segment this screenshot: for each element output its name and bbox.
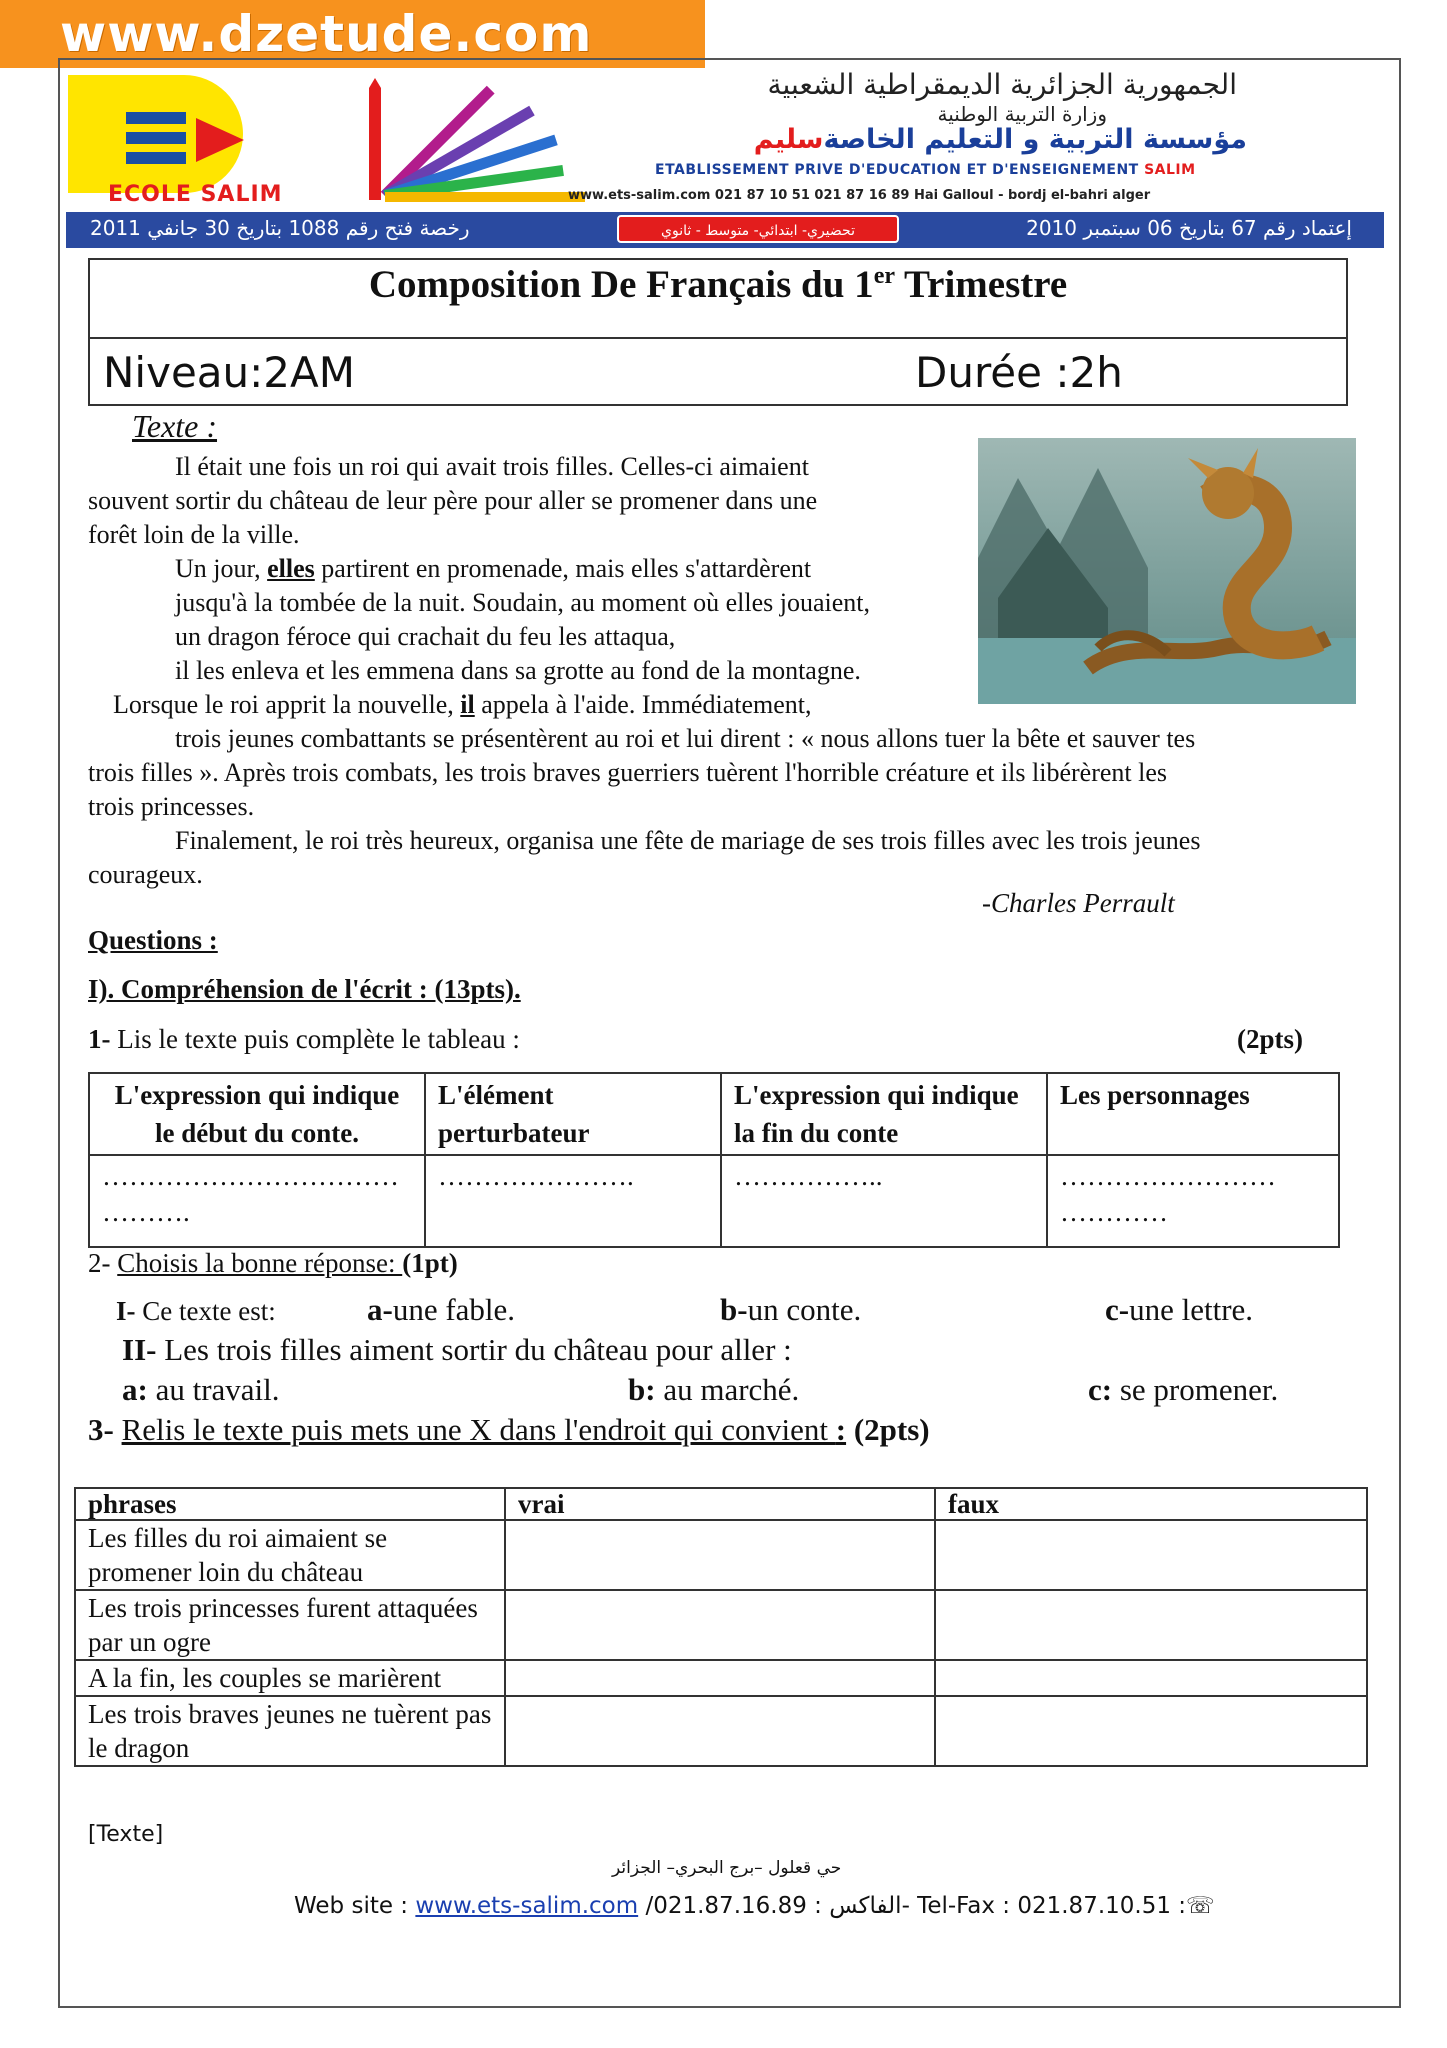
false-checkbox-cell[interactable] [935,1660,1367,1696]
text-fragment: Lorsque le roi apprit la nouvelle, [113,690,461,719]
pencils-icon [355,78,655,206]
table-cell-blank[interactable]: …………………. [425,1155,721,1247]
text-line: souvent sortir du château de leur père pour aller se promener dans une [88,486,818,515]
text-line: jusqu'à la tombée de la nuit. Soudain, au moment où elles jouaient, [175,588,870,617]
option-text: une fable. [392,1292,516,1327]
title-sup: er [873,263,895,289]
contact-line: www.ets-salim.com 021 87 10 51 021 87 16 89 Hai Galloul - bordj el-bahri alger [568,188,1151,203]
question-1 [88,1024,520,1055]
false-checkbox-cell[interactable] [935,1696,1367,1766]
title-prefix: Composition De Français du 1 [368,263,874,306]
table-cell-blank[interactable]: …………….. [721,1155,1047,1247]
text-emphasis: elles [267,554,315,583]
table-true-false [74,1487,1368,1767]
text-fragment: partirent en promenade, mais elles s'attardèrent [314,554,812,583]
table-row [75,1696,1367,1766]
table-cell-blank[interactable]: …………………………… ………. [89,1155,425,1247]
text-line: Il était une fois un roi qui avait trois filles. Celles-ci aimaient [175,452,809,481]
table-header: Les personnages [1047,1073,1339,1155]
option-promener[interactable] [1088,1372,1278,1408]
option-lettre[interactable] [1105,1292,1253,1328]
table-story-elements [88,1072,1340,1248]
q2-text: Choisis la bonne réponse: [117,1248,403,1278]
band-license: رخصة فتح رقم 1088 بتاريخ 30 جانفي 2011 [90,216,470,240]
option-text: au travail. [147,1372,280,1407]
etablissement-blue: ETABLISSEMENT PRIVE D'EDUCATION ET D'ENSEIGNEMENT [655,162,1139,178]
option-conte[interactable] [720,1292,861,1328]
table-row [75,1520,1367,1590]
text-fragment: Un jour, [175,554,268,583]
text-line: il les enleva et les emmena dans sa grotte au fond de la montagne. [175,656,861,685]
question-1-points: (2pts) [1237,1024,1303,1054]
logo-text: ECOLE SALIM [108,182,283,207]
false-checkbox-cell[interactable] [935,1590,1367,1660]
q2-part1-text: Ce texte est: [135,1296,276,1326]
statement-cell: Les trois braves jeunes ne tuèrent pas le dragon [75,1696,505,1766]
band-levels-badge: تحضيري- ابتدائي- متوسط - ثانوي [617,215,899,243]
true-checkbox-cell[interactable] [505,1590,935,1660]
option-text: une lettre. [1129,1292,1254,1327]
option-fable[interactable] [367,1292,515,1328]
option-letter: b- [720,1292,748,1327]
title-divider [88,337,1348,339]
author: -Charles Perrault [982,888,1175,918]
text-line: un dragon féroce qui crachait du feu les attaqua, [175,622,676,651]
option-text: se promener. [1112,1372,1279,1407]
footer-tag: [Texte] [88,1822,164,1847]
option-letter: c- [1105,1292,1130,1327]
footer-phone-fax: /021.87.16.89 : الفاكس- Tel-Fax : 021.87.10.51 :☏ [638,1893,1215,1919]
footer-web-label: Web site : [294,1893,416,1919]
q2-part2-text: Les trois filles aiment sortir du château pour aller : [156,1332,792,1367]
q1-text: Lis le texte puis complète le tableau : [110,1024,520,1054]
section-comprehension-heading: I). Compréhension de l'écrit : (13pts). [88,974,521,1004]
text-heading: Texte : [132,408,218,444]
duration-label: Durée :2h [915,348,1123,397]
school-logo [68,70,298,212]
false-checkbox-cell[interactable] [935,1520,1367,1590]
question-3 [88,1412,930,1448]
exam-title [88,262,1348,307]
dragon-illustration [978,438,1356,704]
option-letter: a: [122,1372,148,1407]
footer-arabic-address: حي قعلول –برج البحري– الجزائر [612,1858,842,1878]
statement-cell: Les trois princesses furent attaquées par un ogre [75,1590,505,1660]
option-marche[interactable] [628,1372,799,1408]
etablissement-red: SALIM [1144,162,1196,178]
q1-number: 1- [88,1024,111,1054]
true-checkbox-cell[interactable] [505,1660,935,1696]
statement-cell: Les filles du roi aimaient se promener loin du château [75,1520,505,1590]
text-line: courageux. [88,860,203,889]
table-cell-blank[interactable]: …………………… ………… [1047,1155,1339,1247]
text-line: forêt loin de la ville. [88,520,300,549]
q2-points: (1pt) [402,1248,458,1278]
q3-colon: : [835,1412,847,1447]
band-accreditation: إعتماد رقم 67 بتاريخ 06 سبتمبر 2010 [1026,216,1352,240]
logo-stripe [126,132,186,144]
option-text: un conte. [747,1292,862,1327]
table-header: vrai [505,1488,935,1520]
q3-number: 3- [88,1412,114,1447]
text-line: Finalement, le roi très heureux, organisa une fête de mariage de ses trois filles avec les trois jeunes [175,826,1201,855]
etablissement-line [655,162,1196,178]
table-header: L'élément perturbateur [425,1073,721,1155]
arabic-school-red: سليم [753,124,824,155]
option-letter: a- [367,1292,393,1327]
option-text: au marché. [655,1372,800,1407]
q3-text: Relis le texte puis mets une X dans l'endroit qui convient [121,1412,836,1447]
text-line [113,688,812,722]
level-label: Niveau:2AM [103,348,355,397]
question-2 [88,1248,458,1279]
q2-part1-label [116,1296,276,1327]
text-fragment: appela à l'aide. Immédiatement, [474,690,812,719]
true-checkbox-cell[interactable] [505,1696,935,1766]
text-line [175,552,811,586]
table-row [75,1660,1367,1696]
text-line: trois princesses. [88,792,255,821]
option-travail[interactable] [122,1372,280,1408]
true-checkbox-cell[interactable] [505,1520,935,1590]
table-header: faux [935,1488,1367,1520]
table-header: phrases [75,1488,505,1520]
watermark-banner: www.dzetude.com [0,0,705,68]
arabic-republic-line: الجمهورية الجزائرية الديمقراطية الشعبية [767,68,1237,101]
table-header: L'expression qui indique le début du conte. [89,1073,425,1155]
text-line: trois jeunes combattants se présentèrent au roi et lui dirent : « nous allons tuer la bête et sauver tes [175,724,1196,753]
statement-cell: A la fin, les couples se marièrent [75,1660,505,1696]
text-line: trois filles ». Après trois combats, les trois braves guerriers tuèrent l'horrible créature et ils libérèrent les [88,758,1168,787]
text-emphasis: il [460,690,475,719]
table-row [75,1590,1367,1660]
q2-part1-number: I- [116,1296,136,1326]
footer-web-link[interactable]: www.ets-salim.com [415,1893,639,1919]
logo-flag-icon [196,118,244,162]
q2-number: 2- [88,1248,111,1278]
footer-contact [294,1893,1215,1919]
logo-stripe [126,112,186,124]
q2-part2-number: II- [122,1332,157,1367]
option-letter: c: [1088,1372,1113,1407]
arabic-ministry-line: وزارة التربية الوطنية [937,102,1107,126]
q2-part2-label [122,1332,792,1368]
title-suffix: Trimestre [895,263,1068,306]
q3-points: (2pts) [846,1412,930,1447]
arabic-school-blue: مؤسسة التربية و التعليم الخاصة [823,124,1247,155]
option-letter: b: [628,1372,656,1407]
arabic-school-line [754,124,1247,155]
table-header: L'expression qui indique la fin du conte [721,1073,1047,1155]
logo-stripe [126,152,186,164]
questions-heading: Questions : [88,925,218,955]
